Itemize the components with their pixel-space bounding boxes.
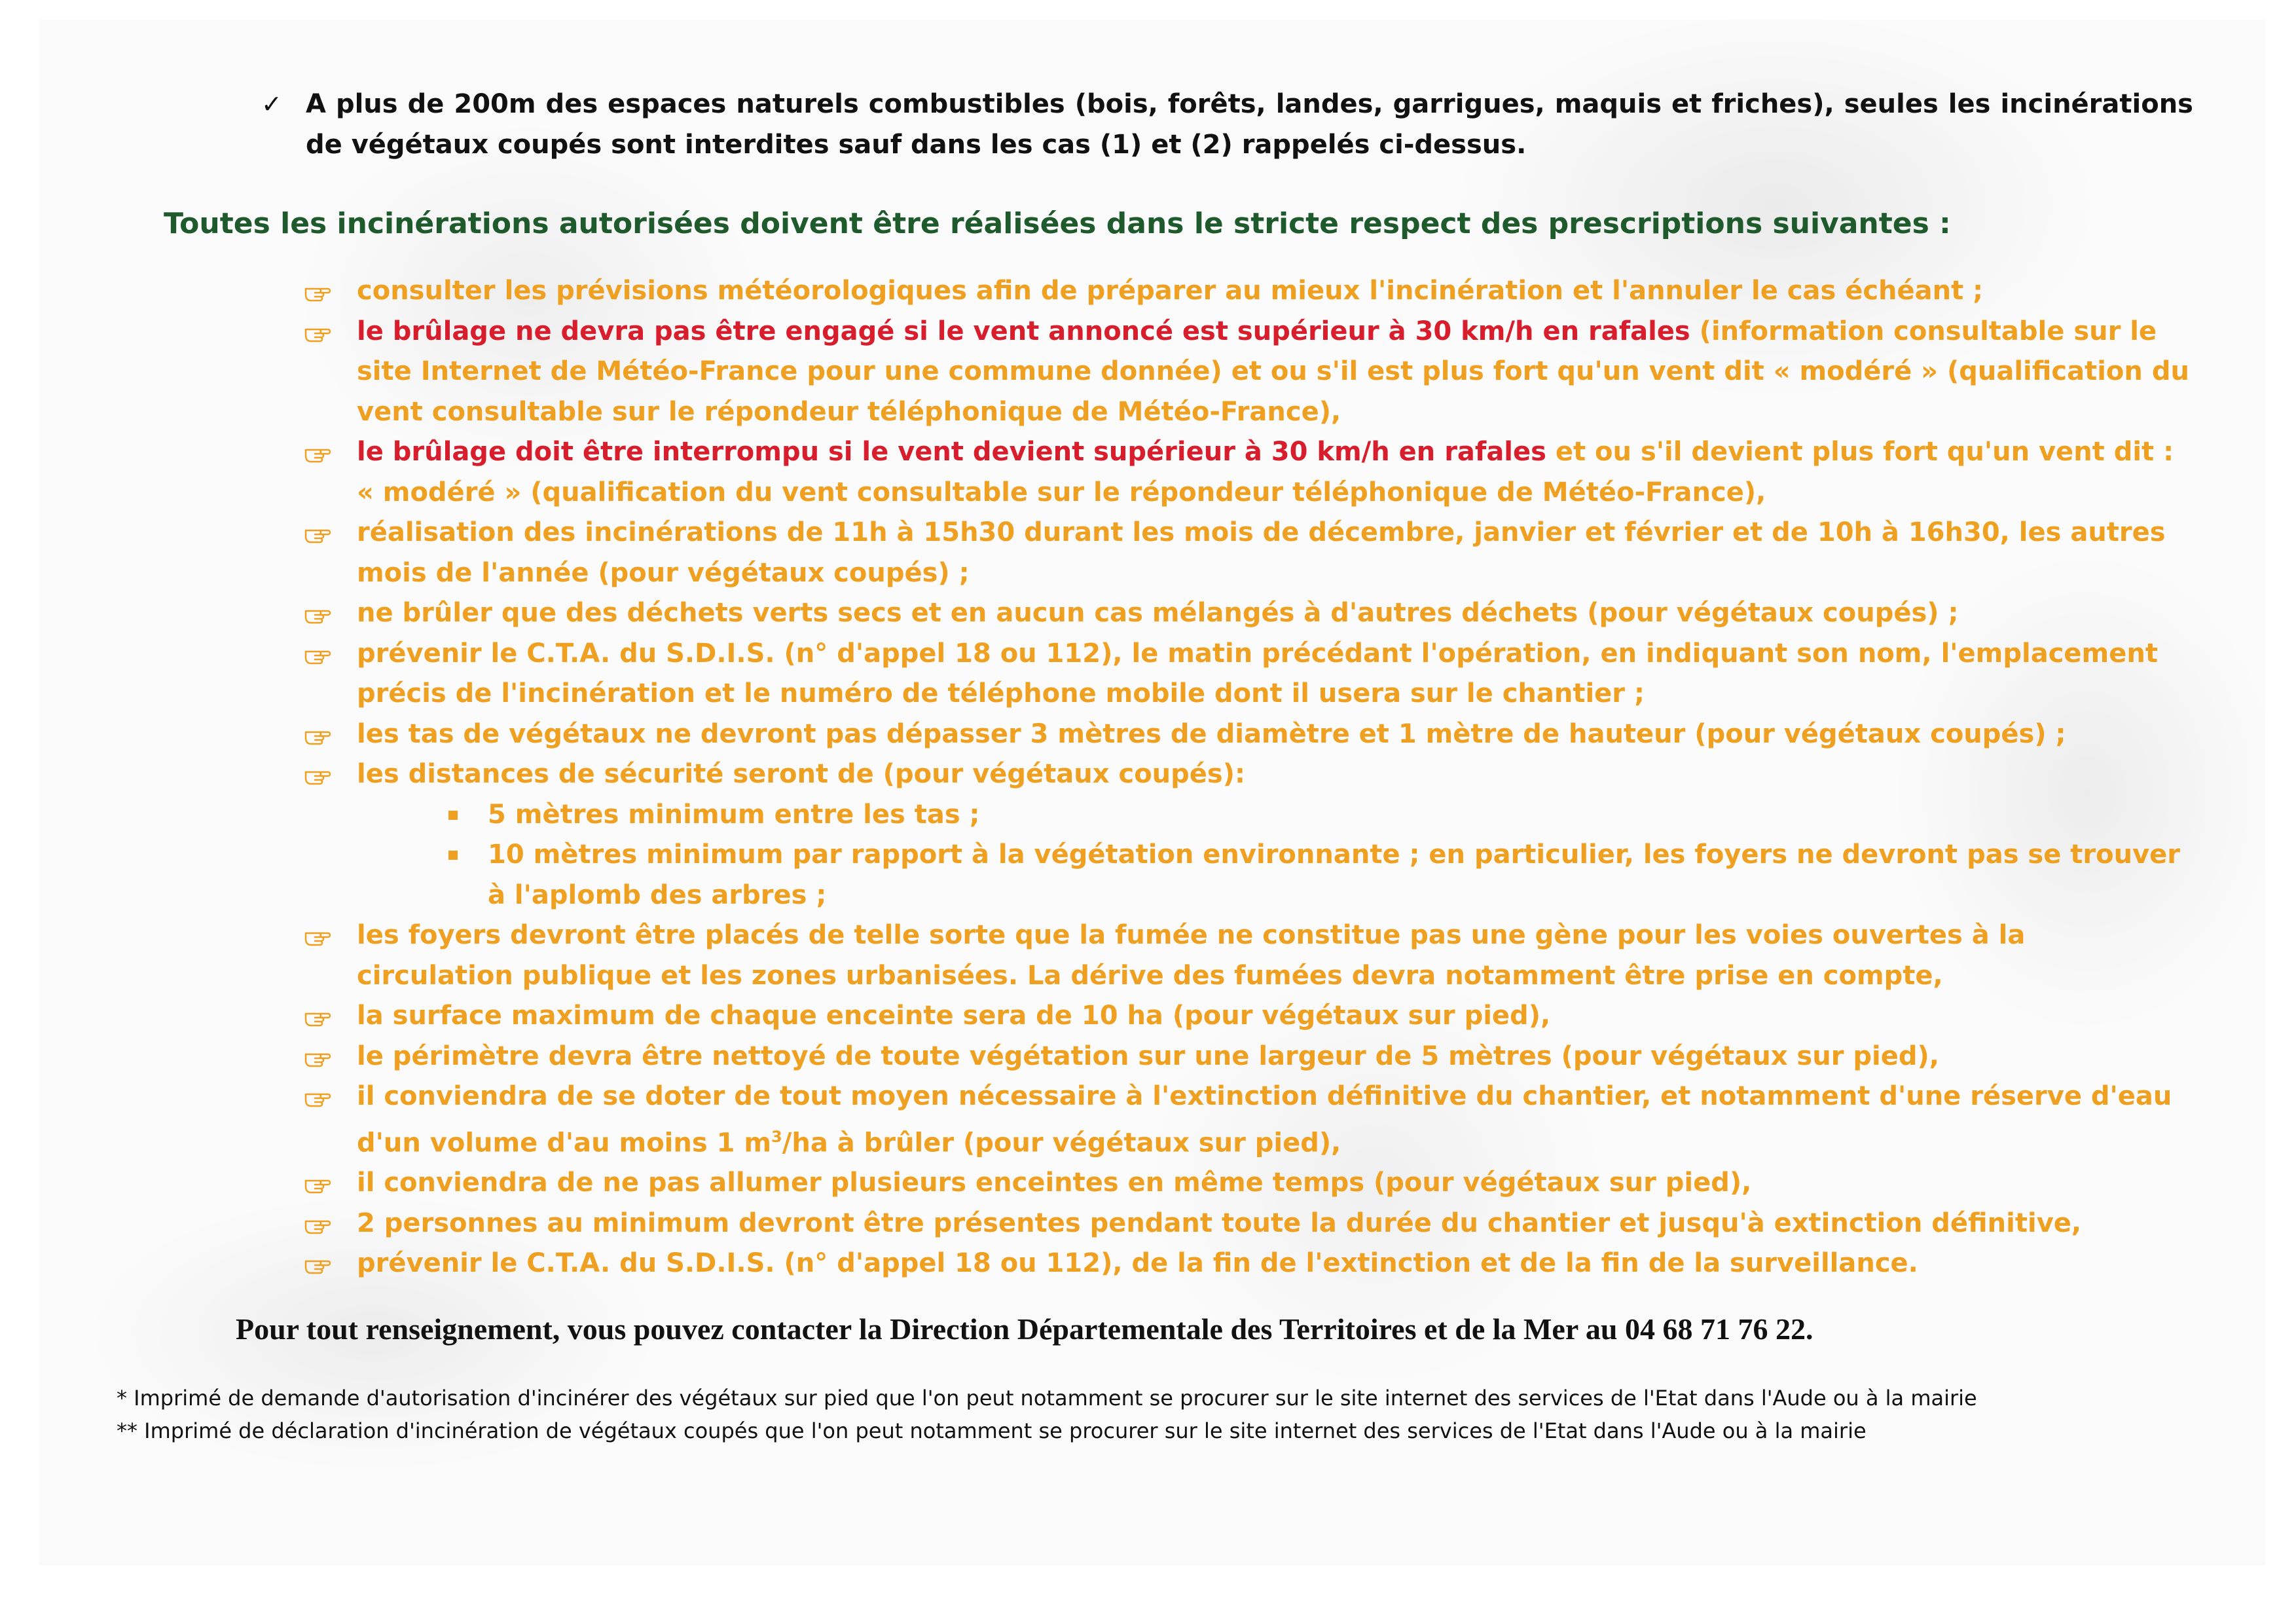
- prescription-text: il conviendra de se doter de tout moyen nécessaire à l'extinction définitive du chantier, et notamment d'une réserve d'eau d'un volume d'au moins 1 m: [357, 1081, 2172, 1158]
- prescription-item: [304, 271, 2190, 312]
- prescription-text: les distances de sécurité seront de (pour végétaux coupés):: [357, 759, 1245, 789]
- prescription-text: ne brûler que des déchets verts secs et en aucun cas mélangés à d'autres déchets (pour végétaux coupés) ;: [357, 598, 1959, 628]
- prescriptions-heading: Toutes les incinérations autorisées doivent être réalisées dans le stricte respect des prescriptions suivantes :: [164, 207, 1951, 240]
- prescription-item: [304, 915, 2190, 996]
- prescription-text: le périmètre devra être nettoyé de toute végétation sur une largeur de 5 mètres (pour végétaux sur pied),: [357, 1041, 1939, 1071]
- sub-list-item: [304, 795, 2190, 836]
- prescription-text: prévenir le C.T.A. du S.D.I.S. (n° d'appel 18 ou 112), de la fin de l'extinction et de la fin de la surveillance.: [357, 1248, 1918, 1279]
- prescription-item: [304, 432, 2190, 513]
- superscript: 3: [771, 1127, 782, 1146]
- square-bullet-icon: [448, 851, 458, 860]
- prescription-item: [304, 1204, 2190, 1244]
- pointing-hand-icon: [304, 1208, 331, 1227]
- prescription-item: [304, 1244, 2190, 1284]
- pointing-hand-icon: [304, 275, 331, 295]
- prescription-text: il conviendra de ne pas allumer plusieurs enceintes en même temps (pour végétaux sur pied),: [357, 1168, 1752, 1198]
- prescription-text: et ou s'il devient plus fort qu'un vent dit : « modéré » (qualification du vent consultable sur le répondeur téléphonique de Météo-France),: [357, 437, 2174, 507]
- prescription-emphasis: le brûlage doit être interrompu si le vent devient supérieur à 30 km/h en rafales: [357, 437, 1546, 467]
- pointing-hand-icon: [304, 638, 331, 657]
- prescription-item: [304, 1037, 2190, 1077]
- prescription-text: (information consultable sur le site Internet de Météo-France pour une commune donnée) et ou s'il est plus fort qu'un vent dit « modéré » (qualification du vent consultable sur le répondeur téléphonique de Météo-France),: [357, 316, 2189, 427]
- prescription-item: [304, 634, 2190, 714]
- top-item: [262, 84, 2193, 165]
- prescription-text: 2 personnes au minimum devront être présentes pendant toute la durée du chantier et jusqu'à extinction définitive,: [357, 1208, 2082, 1238]
- prescription-emphasis: le brûlage ne devra pas être engagé si le vent annoncé est supérieur à 30 km/h en rafales: [357, 316, 1690, 346]
- prescription-item: [304, 1077, 2190, 1163]
- pointing-hand-icon: [304, 758, 331, 778]
- prescription-text: les tas de végétaux ne devront pas dépasser 3 mètres de diamètre et 1 mètre de hauteur (pour végétaux coupés) ;: [357, 718, 2066, 749]
- prescription-text: les foyers devront être placés de telle sorte que la fumée ne constitue pas une gène pour les voies ouvertes à la circulation publique et les zones urbanisées. La dérive des fumées devra notamment être prise en compte,: [357, 920, 2026, 991]
- pointing-hand-icon: [304, 1000, 331, 1020]
- footnote-1: * Imprimé de demande d'autorisation d'incinérer des végétaux sur pied que l'on peut notamment se procurer sur le site internet des services de l'Etat dans l'Aude ou à la mairie: [117, 1386, 1977, 1411]
- pointing-hand-icon: [304, 517, 331, 536]
- check-icon: ✓: [261, 90, 282, 119]
- sub-list-text: 5 mètres minimum entre les tas ;: [488, 799, 980, 830]
- prescription-text: réalisation des incinérations de 11h à 15h30 durant les mois de décembre, janvier et février et de 10h à 16h30, les autres mois de l'année (pour végétaux coupés) ;: [357, 517, 2166, 588]
- sub-list-text: 10 mètres minimum par rapport à la végétation environnante ; en particulier, les foyers ne devront pas se trouver à l'aplomb des arbres ;: [488, 840, 2181, 910]
- prescription-text: consulter les prévisions météorologiques afin de préparer au mieux l'incinération et l'annuler le cas échéant ;: [357, 276, 1984, 306]
- prescription-text: /ha à brûler (pour végétaux sur pied),: [782, 1127, 1341, 1158]
- prescription-item: [304, 754, 2190, 915]
- pointing-hand-icon: [304, 919, 331, 939]
- prescription-text: la surface maximum de chaque enceinte sera de 10 ha (pour végétaux sur pied),: [357, 1001, 1551, 1031]
- footnote-2: ** Imprimé de déclaration d'incinération de végétaux coupés que l'on peut notamment se procurer sur le site internet des services de l'Etat dans l'Aude ou à la mairie: [117, 1418, 1867, 1443]
- pointing-hand-icon: [304, 1041, 331, 1060]
- top-item-text: A plus de 200m des espaces naturels combustibles (bois, forêts, landes, garrigues, maquis et friches), seules les incinérations de végétaux coupés sont interdites sauf dans les cas (1) et (2) rappelés ci-dessus.: [306, 89, 2193, 160]
- square-bullet-icon: [448, 811, 458, 820]
- pointing-hand-icon: [304, 1167, 331, 1187]
- sub-list: [304, 795, 2190, 916]
- prescription-item: [304, 996, 2190, 1037]
- prescription-item: [304, 513, 2190, 593]
- prescription-item: [304, 312, 2190, 433]
- prescription-item: [304, 1163, 2190, 1204]
- prescription-item: [304, 714, 2190, 755]
- pointing-hand-icon: [304, 436, 331, 456]
- prescription-text: prévenir le C.T.A. du S.D.I.S. (n° d'appel 18 ou 112), le matin précédant l'opération, en indiquant son nom, l'emplacement précis de l'incinération et le numéro de téléphone mobile dont il usera sur le chantier ;: [357, 638, 2158, 709]
- pointing-hand-icon: [304, 1247, 331, 1267]
- pointing-hand-icon: [304, 1080, 331, 1100]
- sub-list-item: [304, 835, 2190, 915]
- pointing-hand-icon: [304, 597, 331, 617]
- prescription-item: [304, 593, 2190, 634]
- pointing-hand-icon: [304, 718, 331, 738]
- pointing-hand-icon: [304, 316, 331, 335]
- contact-line: Pour tout renseignement, vous pouvez contacter la Direction Départementale des Territoires et de la Mer au 04 68 71 76 22.: [236, 1312, 1813, 1346]
- prescriptions-list: [304, 271, 2190, 1284]
